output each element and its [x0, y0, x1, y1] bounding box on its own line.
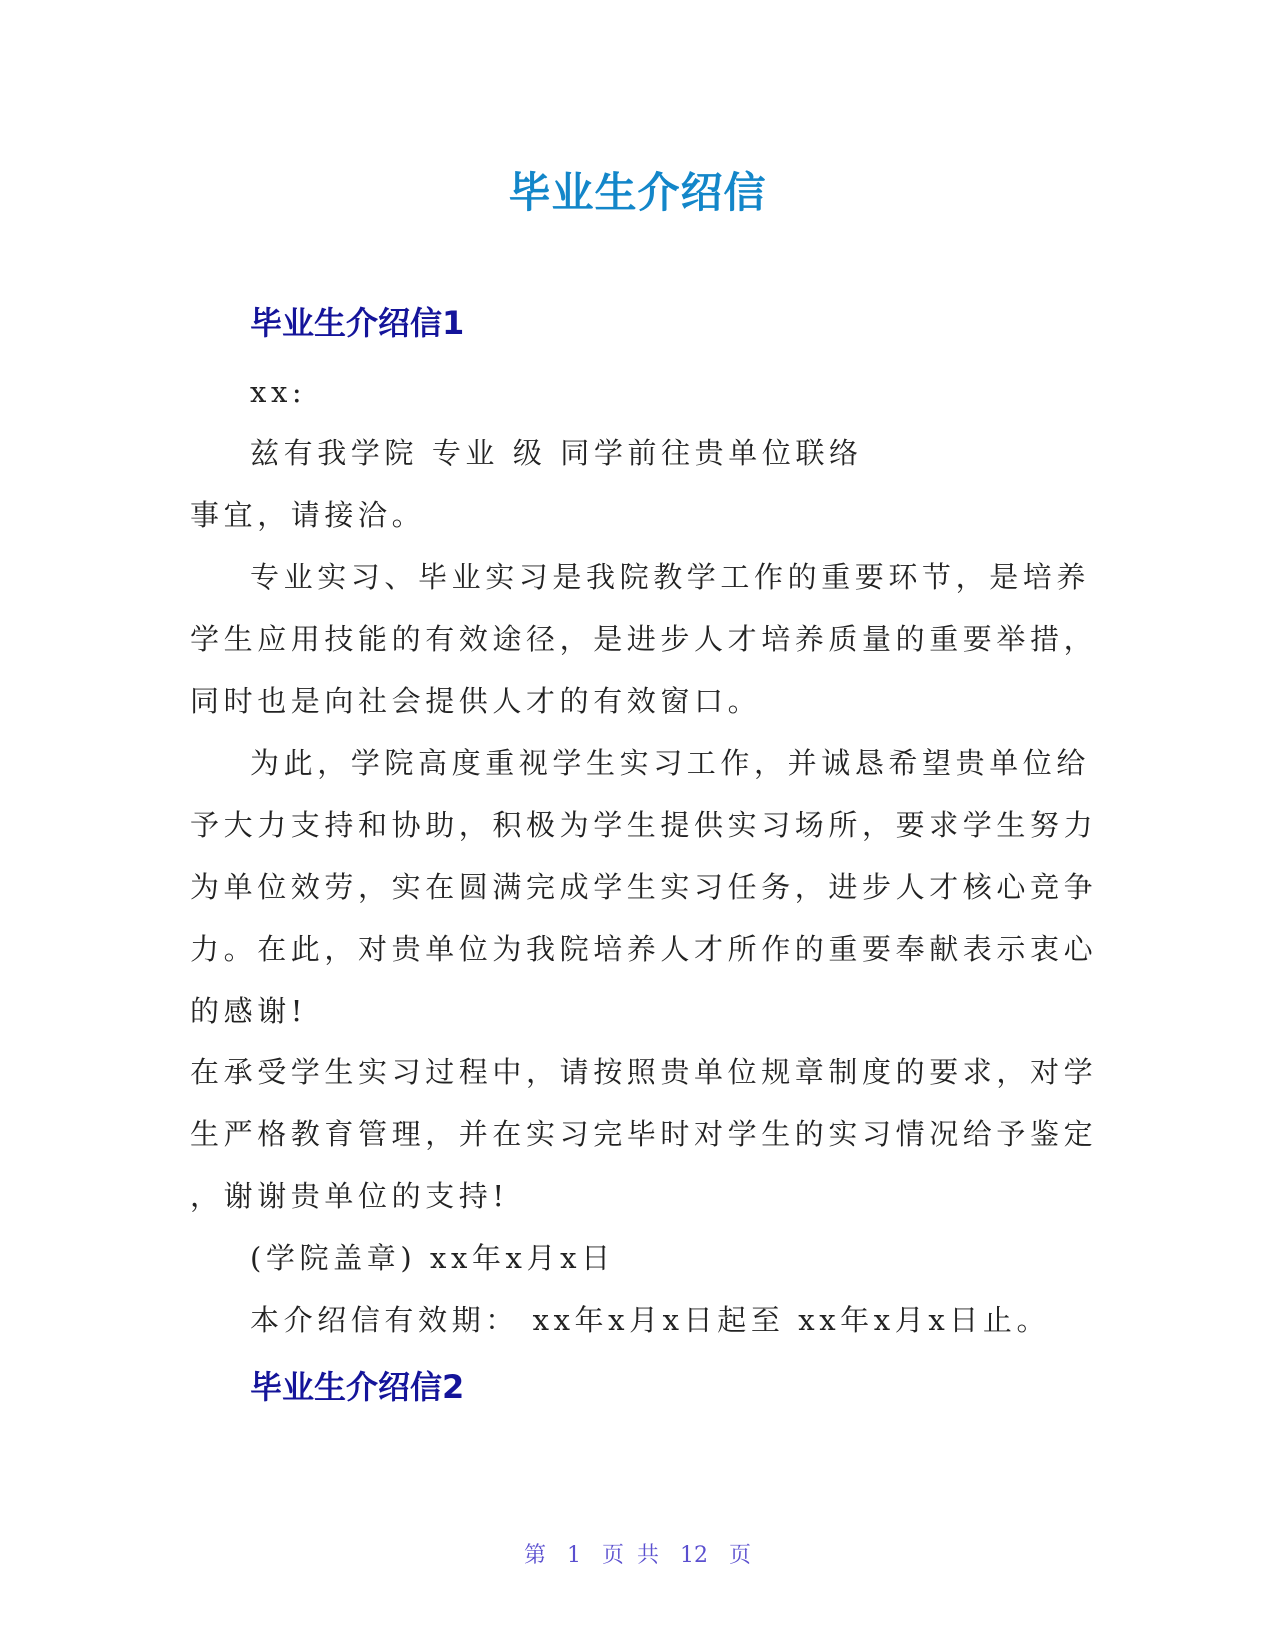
paragraph-line: 专业实习、毕业实习是我院教学工作的重要环节，是培养: [250, 560, 1091, 594]
salutation: xx:: [250, 375, 307, 409]
paragraph-line: 的感谢!: [190, 994, 308, 1028]
paragraph-line: 力。在此，对贵单位为我院培养人才所作的重要奉献表示衷心: [190, 932, 1098, 966]
paragraph-line: 同时也是向社会提供人才的有效窗口。: [190, 684, 762, 718]
paragraph-line: 事宜，请接洽。: [190, 498, 426, 532]
section-heading-1: 毕业生介绍信1: [250, 304, 465, 342]
document-title: 毕业生介绍信: [508, 168, 767, 217]
paragraph-line: ，谢谢贵单位的支持!: [190, 1179, 509, 1213]
paragraph-line: 生严格教育管理，并在实习完毕时对学生的实习情况给予鉴定: [190, 1117, 1098, 1151]
paragraph-line: 兹有我学院 专业 级 同学前往贵单位联络: [250, 436, 863, 470]
footer-middle: 页 共: [602, 1543, 659, 1568]
paragraph-line: 为单位效劳，实在圆满完成学生实习任务，进步人才核心竞争: [190, 870, 1098, 904]
validity-line: 本介绍信有效期： xx年x月x日起至 xx年x月x日止。: [250, 1303, 1051, 1337]
paragraph-line: 在承受学生实习过程中，请按照贵单位规章制度的要求，对学: [190, 1055, 1098, 1089]
paragraph-line: 学生应用技能的有效途径，是进步人才培养质量的重要举措，: [190, 622, 1098, 656]
section-heading-2: 毕业生介绍信2: [250, 1368, 465, 1406]
footer-prefix: 第: [523, 1543, 546, 1568]
seal-date-line: (学院盖章) xx年x月x日: [250, 1241, 615, 1275]
paragraph-line: 为此，学院高度重视学生实习工作，并诚恳希望贵单位给: [250, 746, 1091, 780]
footer-suffix: 页: [729, 1543, 752, 1568]
page-footer: [0, 1538, 1275, 1569]
paragraph-line: 予大力支持和协助，积极为学生提供实习场所，要求学生努力: [190, 808, 1098, 842]
footer-total-pages: 12: [680, 1543, 708, 1568]
footer-current-page: 1: [567, 1543, 581, 1568]
